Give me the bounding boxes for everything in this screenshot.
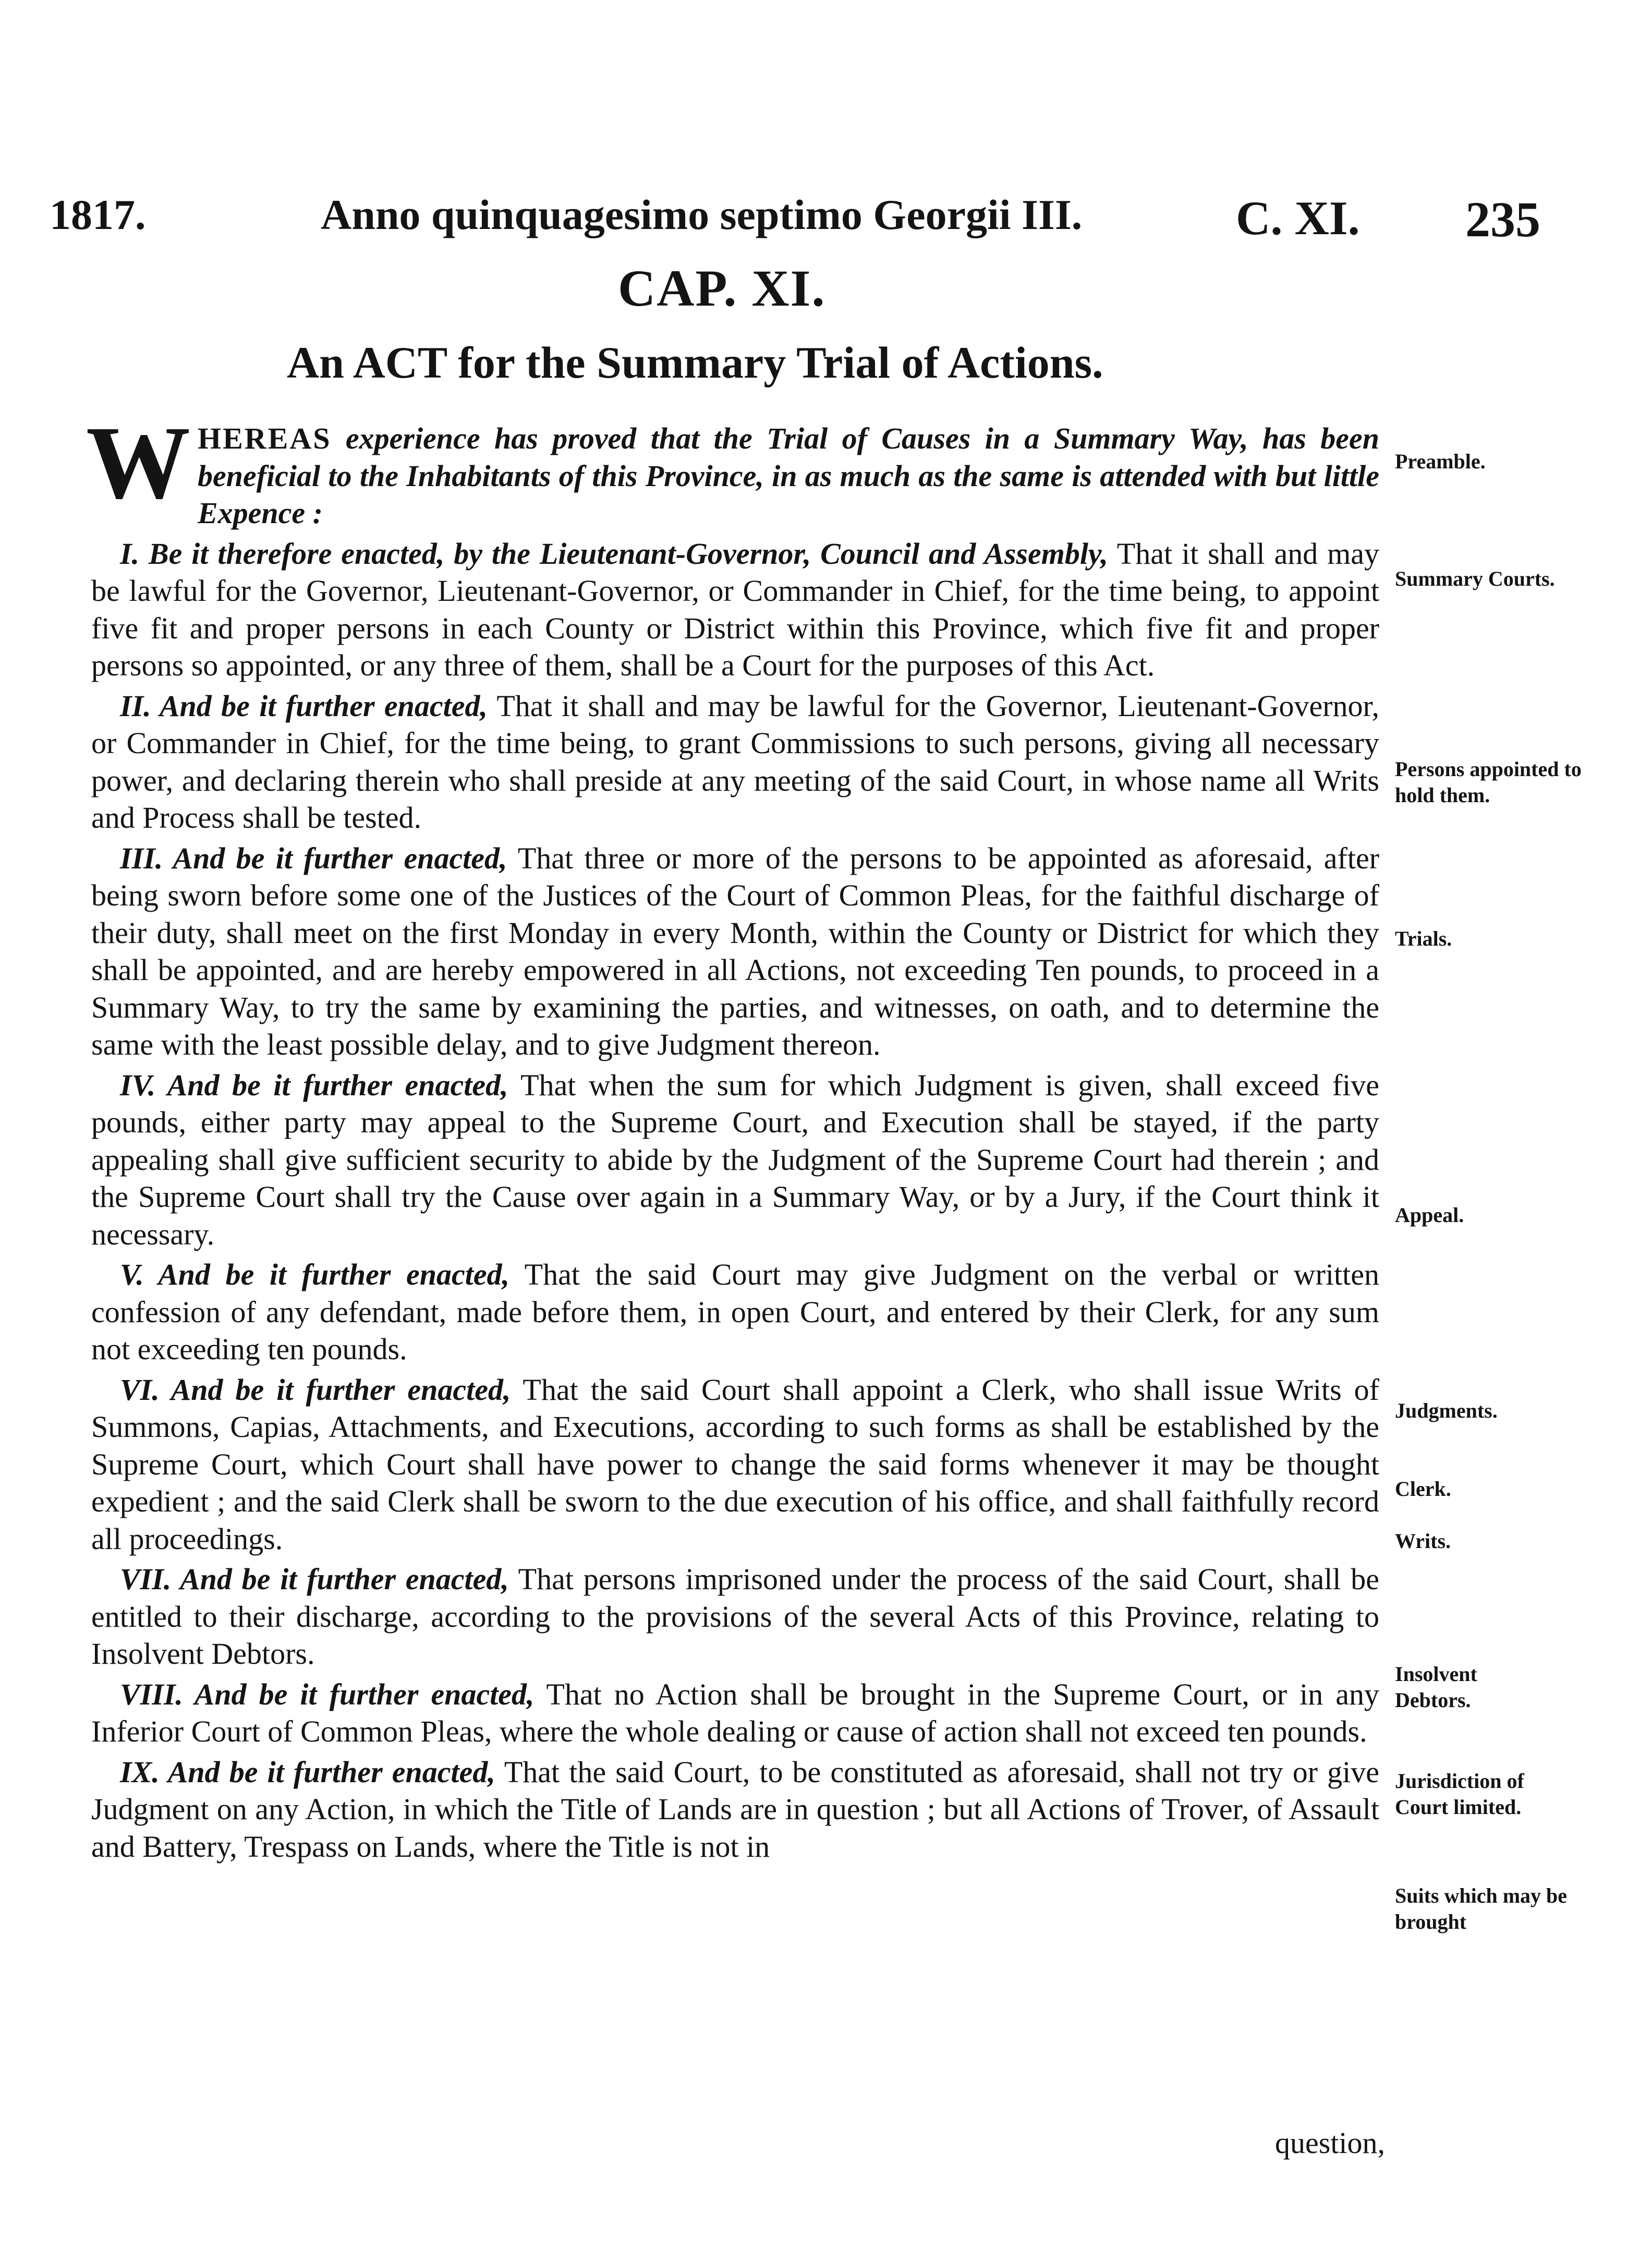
section-1 (91, 535, 1379, 684)
section-2 (91, 687, 1379, 837)
section-5 (91, 1256, 1379, 1368)
section-text: That when the sum for which Judgment is given, shall exceed five pounds, either party may appeal to the Supreme Court, and Execution shall be stayed, if the party appealing shall give sufficient security to abide by the Judgment of the Supreme Court had therein ; and the Supreme Court shall try the Cause over again in a Summary Way, or by a Jury, if the Court think it necessary. (91, 1068, 1379, 1251)
act-body (86, 405, 1380, 1868)
preamble-smallcaps: HEREAS (198, 421, 332, 455)
section-lead: I. Be it therefore enacted, by the Lieutenant-Governor, Council and Assembly, (120, 536, 1109, 571)
section-lead: VI. And be it further enacted, (120, 1372, 511, 1407)
section-text: That the said Court may give Judgment on the verbal or written confession of any defendant, made before them, in open Court, and entered by their Clerk, for any sum not exceeding ten pounds. (91, 1257, 1379, 1366)
side-note-appeal: Appeal. (1395, 1203, 1464, 1227)
section-text: That the said Court, to be constituted as aforesaid, shall not try or give Judgment on any Action, in which the Title of Lands are in question ; but all Actions of Trover, of Assault and Battery, Trespass on Lands, where the Title is not in (91, 1755, 1379, 1864)
section-text: That it shall and may be lawful for the Governor, Lieutenant-Governor, or Commander in Chief, for the time being, to grant Commissions to such persons, giving all necessary power, and declaring therein who shall preside at any meeting of the said Court, in whose name all Writs and Process shall be tested. (91, 688, 1379, 835)
section-lead: II. And be it further enacted, (120, 688, 488, 723)
section-9 (91, 1754, 1379, 1866)
side-note-preamble: Preamble. (1395, 450, 1486, 473)
section-text: That no Action shall be brought in the Supreme Court, or in any Inferior Court of Common Pleas, where the whole dealing or cause of action shall not exceed ten pounds. (91, 1677, 1380, 1748)
section-lead: III. And be it further enacted, (120, 841, 507, 875)
header-chapter: C. XI. (1236, 191, 1360, 245)
section-text: That the said Court shall appoint a Clerk, who shall issue Writs of Summons, Capias, Attachments, and Executions, according to such forms as shall be established by the Supreme Court, which Court shall have power to change the said forms whenever it may be thought expedient ; and the said Clerk shall be sworn to the due execution of his office, and shall faithfully record all proceedings. (91, 1372, 1379, 1556)
section-text: That three or more of the persons to be appointed as aforesaid, after being sworn before some one of the Justices of the Court of Common Pleas, for the faithful discharge of their duty, shall meet on the first Monday in every Month, within the County or District for which they shall be appointed, and are hereby empowered in all Actions, not exceeding Ten pounds, to proceed in a Summary Way, to try the same by examining the parties, and witnesses, on oath, and to determine the same with the least possible delay, and to give Judgment thereon. (91, 841, 1380, 1061)
drop-cap: W (86, 405, 190, 521)
preamble-paragraph (86, 405, 1379, 532)
side-note-judgments: Judgments. (1395, 1399, 1498, 1422)
side-note-suits: Suits which may be brought (1395, 1884, 1568, 1933)
section-lead: V. And be it further enacted, (120, 1257, 510, 1291)
section-lead: VII. And be it further enacted, (120, 1562, 509, 1596)
act-title: An ACT for the Summary Trial of Actions. (287, 337, 1103, 388)
section-lead: IV. And be it further enacted, (120, 1068, 508, 1102)
running-header (0, 190, 1652, 248)
page-number: 235 (1465, 191, 1540, 247)
chapter-title: CAP. XI. (618, 259, 826, 317)
section-8 (91, 1676, 1379, 1750)
catchword: question, (1275, 2126, 1386, 2160)
header-running-title: Anno quinquagesimo septimo Georgii III. (321, 191, 1083, 238)
side-note-trials: Trials. (1395, 927, 1452, 950)
section-text: That it shall and may be lawful for the Governor, Lieutenant-Governor, or Commander in Chief, for the time being, to appoint five fit and proper persons in each County or District within this Province, which five fit and proper persons so appointed, or any three of them, shall be a Court for the purposes of this Act. (91, 536, 1379, 682)
section-4 (91, 1067, 1379, 1253)
section-6 (91, 1371, 1379, 1558)
section-lead: IX. And be it further enacted, (120, 1755, 495, 1789)
section-text: That persons imprisoned under the process of the said Court, shall be entitled to their discharge, according to the provisions of the several Acts of this Province, relating to Insolvent Debtors. (91, 1562, 1379, 1671)
side-note-clerk: Clerk. (1395, 1477, 1451, 1501)
side-note-summary-courts: Summary Courts. (1395, 567, 1555, 590)
side-note-jurisdiction: Jurisdiction of Court limited. (1395, 1769, 1524, 1819)
section-7 (91, 1561, 1379, 1673)
side-note-insolvent: Insolvent Debtors. (1395, 1662, 1477, 1712)
section-lead: VIII. And be it further enacted, (120, 1677, 535, 1711)
side-note-writs: Writs. (1395, 1529, 1451, 1553)
header-year: 1817. (50, 191, 146, 238)
section-3 (91, 840, 1379, 1063)
side-note-persons: Persons appointed to hold them. (1395, 757, 1582, 807)
preamble-text: experience has proved that the Trial of Causes in a Summary Way, has been beneficial to the Inhabitants of this Province, in as much as the same is attended with but little Expence : (198, 421, 1379, 530)
